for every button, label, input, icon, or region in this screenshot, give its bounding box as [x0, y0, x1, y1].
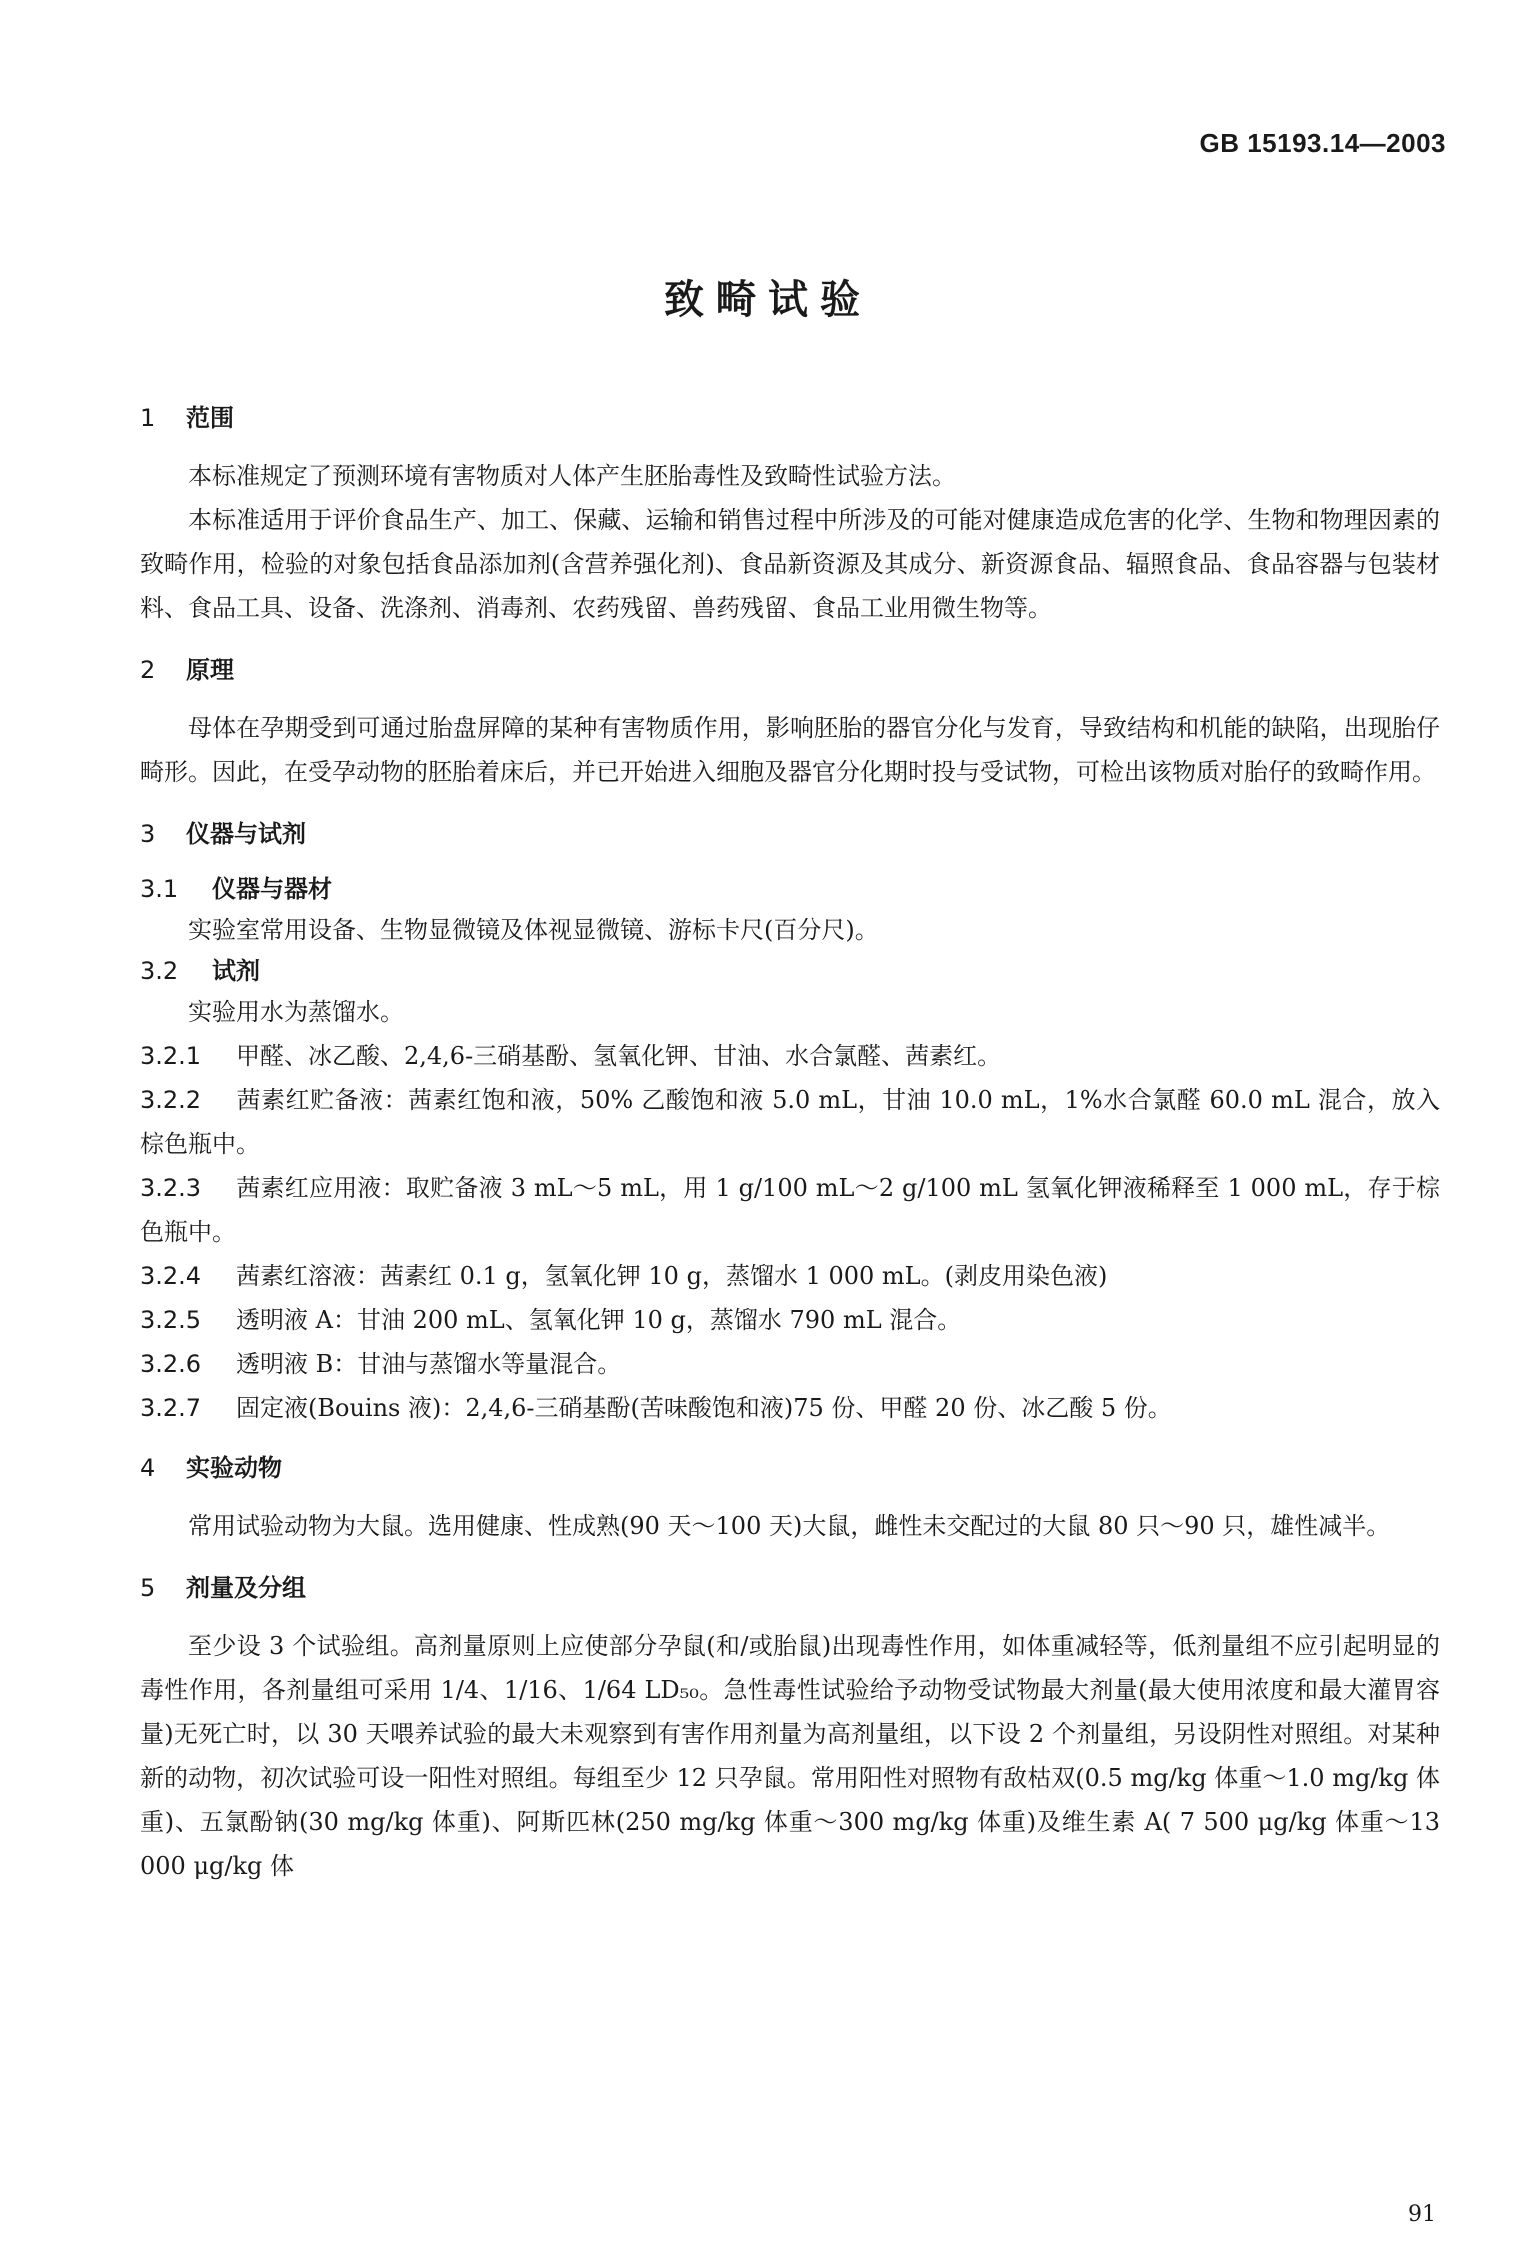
section-heading: [140, 816, 1440, 852]
item-number: 3.2.6: [140, 1350, 202, 1378]
section-instruments-reagents: [140, 816, 1440, 1430]
list-item: [140, 1386, 1440, 1430]
section-scope: [140, 400, 1440, 630]
item-text: 固定液(Bouins 液)：2,4,6-三硝基酚(苦味酸饱和液)75 份、甲醛 20 份、冰乙酸 5 份。: [236, 1394, 1172, 1422]
section-title: 剂量及分组: [186, 1574, 306, 1602]
section-number: 2: [140, 656, 156, 684]
item-number: 3.2.2: [140, 1086, 202, 1114]
item-text: 茜素红贮备液：茜素红饱和液，50% 乙酸饱和液 5.0 mL，甘油 10.0 mL，1%水合氯醛 60.0 mL 混合，放入棕色瓶中。: [140, 1086, 1440, 1158]
item-text: 透明液 A：甘油 200 mL、氢氧化钾 10 g，蒸馏水 790 mL 混合。: [236, 1306, 962, 1334]
item-number: 3.2.3: [140, 1174, 202, 1202]
list-item: [140, 1078, 1440, 1166]
section-dosage-grouping: [140, 1570, 1440, 1888]
subsection-number: 3.2: [140, 957, 179, 985]
section-title: 范围: [186, 404, 234, 432]
item-text: 甲醛、冰乙酸、2,4,6-三硝基酚、氢氧化钾、甘油、水合氯醛、茜素红。: [236, 1042, 1002, 1070]
item-text: 茜素红应用液：取贮备液 3 mL～5 mL，用 1 g/100 mL～2 g/100 mL 氢氧化钾液稀释至 1 000 mL，存于棕色瓶中。: [140, 1174, 1440, 1246]
item-number: 3.2.7: [140, 1394, 202, 1422]
document-title: 致畸试验: [664, 277, 872, 323]
list-item: [140, 1342, 1440, 1386]
subsection-heading: [140, 870, 1440, 908]
paragraph: 至少设 3 个试验组。高剂量原则上应使部分孕鼠(和/或胎鼠)出现毒性作用，如体重减轻等，低剂量组不应引起明显的毒性作用，各剂量组可采用 1/4、1/16、1/64 LD₅₀。急性毒性试验给予动物受试物最大剂量(最大使用浓度和最大灌胃容量)无死亡时，以 30 天喂养试验的最大未观察到有害作用剂量为高剂量组，以下设 2 个剂量组，另设阴性对照组。对某种新的动物，初次试验可设一阳性对照组。每组至少 12 只孕鼠。常用阳性对照物有敌枯双(0.5 mg/kg 体重～1.0 mg/kg 体重)、五氯酚钠(30 mg/kg 体重)、阿斯匹林(250 mg/kg 体重～300 mg/kg 体重)及维生素 A( 7 500 μg/kg 体重～13 000 μg/kg 体: [140, 1632, 1440, 1880]
section-number: 5: [140, 1574, 156, 1602]
list-item: [140, 1254, 1440, 1298]
section-number: 3: [140, 820, 156, 848]
section-heading: [140, 1450, 1440, 1486]
subsection-title: 试剂: [212, 957, 260, 985]
paragraph: 实验室常用设备、生物显微镜及体视显微镜、游标卡尺(百分尺)。: [188, 916, 879, 944]
paragraph: 本标准规定了预测环境有害物质对人体产生胚胎毒性及致畸性试验方法。: [188, 462, 956, 490]
list-item: [140, 1298, 1440, 1342]
standard-number: GB 15193.14—2003: [1199, 128, 1446, 158]
section-heading: [140, 1570, 1440, 1606]
section-number: 1: [140, 404, 156, 432]
item-text: 茜素红溶液：茜素红 0.1 g，氢氧化钾 10 g，蒸馏水 1 000 mL。(剥皮用染色液): [236, 1262, 1108, 1290]
section-heading: [140, 400, 1440, 436]
subsection-number: 3.1: [140, 875, 179, 903]
page-number: 91: [1408, 2202, 1436, 2227]
section-principle: [140, 652, 1440, 794]
section-title: 实验动物: [186, 1454, 282, 1482]
document-body: [140, 400, 1440, 1908]
section-title: 仪器与试剂: [186, 820, 306, 848]
item-number: 3.2.1: [140, 1042, 202, 1070]
subsection-title: 仪器与器材: [212, 875, 332, 903]
paragraph: 实验用水为蒸馏水。: [188, 998, 404, 1026]
section-heading: [140, 652, 1440, 688]
list-item: [140, 1166, 1440, 1254]
paragraph: 常用试验动物为大鼠。选用健康、性成熟(90 天～100 天)大鼠，雌性未交配过的大鼠 80 只～90 只，雄性减半。: [188, 1512, 1391, 1540]
list-item: [140, 1034, 1440, 1078]
item-number: 3.2.5: [140, 1306, 202, 1334]
paragraph: 本标准适用于评价食品生产、加工、保藏、运输和销售过程中所涉及的可能对健康造成危害的化学、生物和物理因素的致畸作用，检验的对象包括食品添加剂(含营养强化剂)、食品新资源及其成分、新资源食品、辐照食品、食品容器与包装材料、食品工具、设备、洗涤剂、消毒剂、农药残留、兽药残留、食品工业用微生物等。: [140, 506, 1440, 622]
section-experimental-animals: [140, 1450, 1440, 1548]
paragraph: 母体在孕期受到可通过胎盘屏障的某种有害物质作用，影响胚胎的器官分化与发育，导致结构和机能的缺陷，出现胎仔畸形。因此，在受孕动物的胚胎着床后，并已开始进入细胞及器官分化期时投与受试物，可检出该物质对胎仔的致畸作用。: [140, 714, 1440, 786]
item-number: 3.2.4: [140, 1262, 202, 1290]
item-text: 透明液 B：甘油与蒸馏水等量混合。: [236, 1350, 622, 1378]
section-title: 原理: [186, 656, 234, 684]
section-number: 4: [140, 1454, 156, 1482]
subsection-heading: [140, 952, 1440, 990]
